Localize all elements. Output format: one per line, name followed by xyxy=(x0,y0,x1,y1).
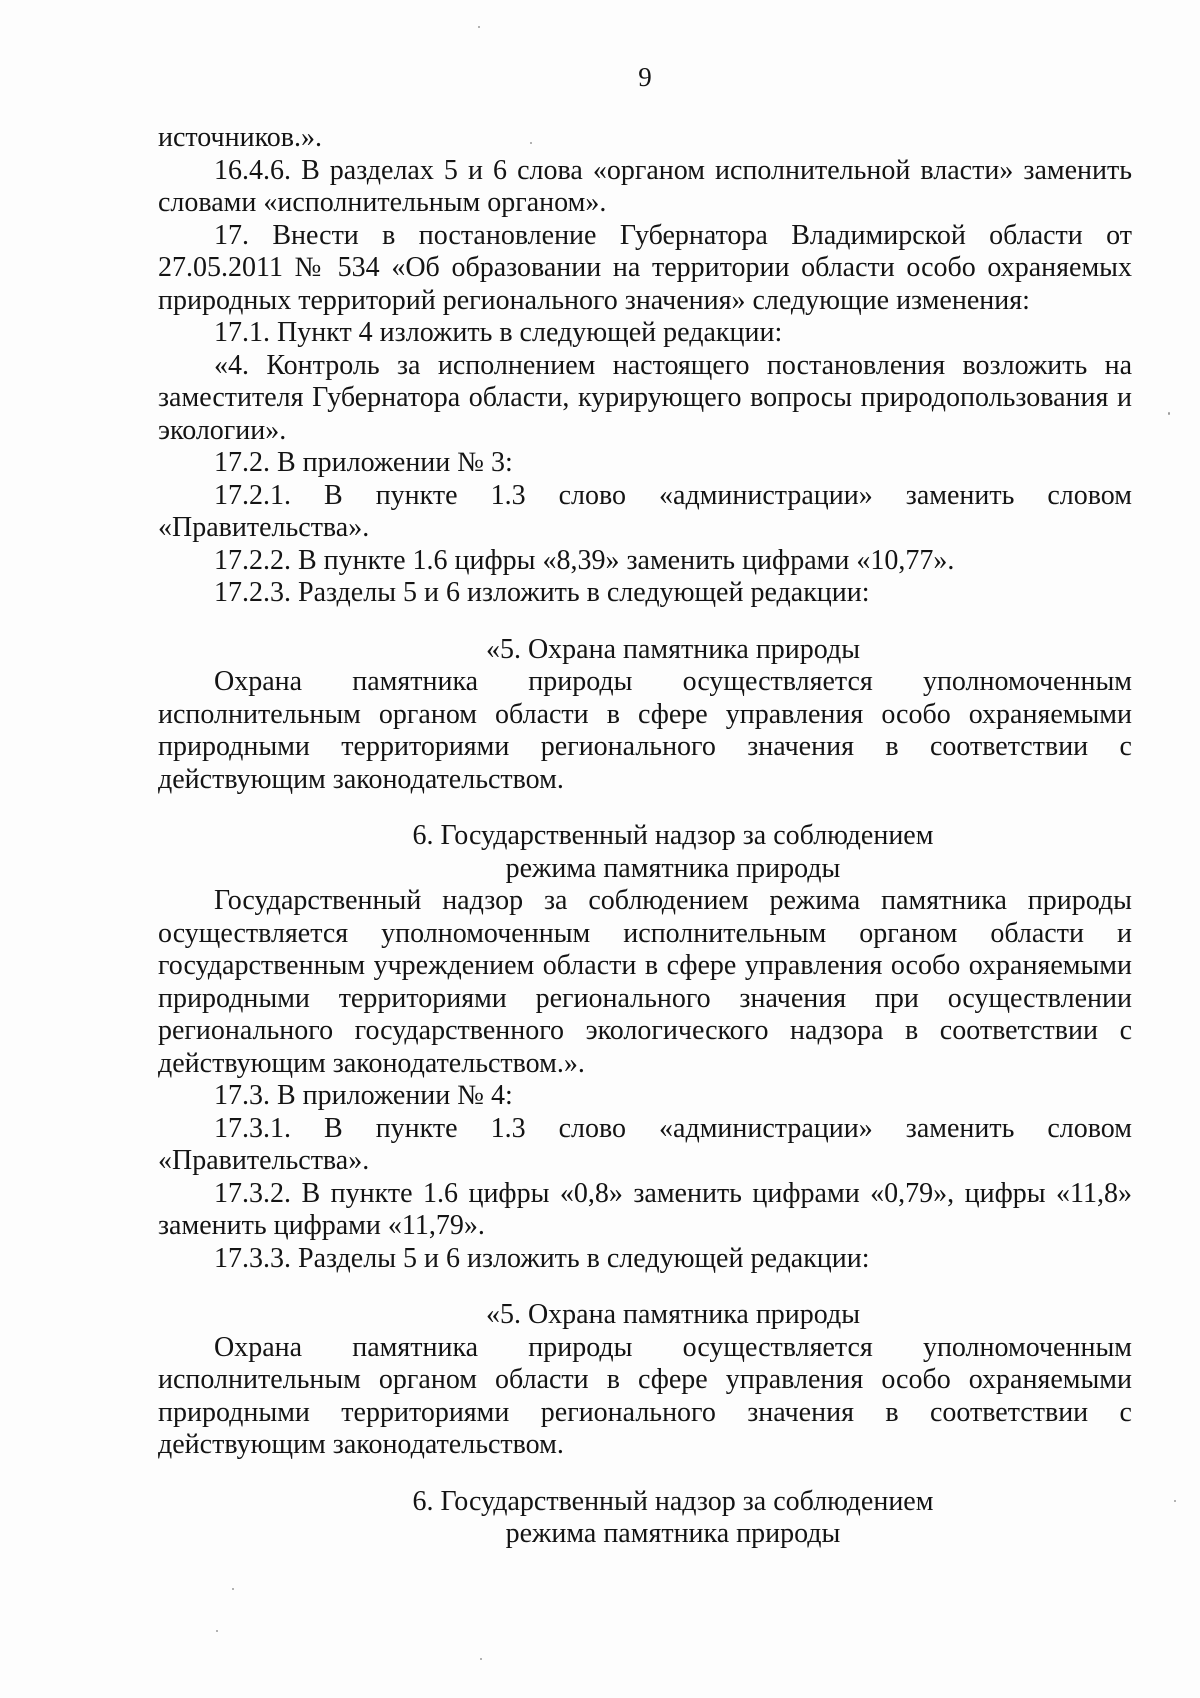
paragraph-17-2-1: 17.2.1. В пункте 1.3 слово «администрации» заменить словом «Правительства». xyxy=(158,479,1132,543)
section-5-text: Охрана памятника природы осуществляется уполномоченным исполнительным органом области в сфере управления особо охраняемыми природными территориями регионального значения в соответствии с действующим законодательством. xyxy=(158,666,1132,795)
scan-speck xyxy=(232,1588,234,1590)
paragraph-17-3: 17.3. В приложении № 4: xyxy=(214,1080,513,1111)
document-body xyxy=(158,122,1132,1551)
spacer xyxy=(158,610,1132,634)
paragraph-16-4-6: 16.4.6. В разделах 5 и 6 слова «органом исполнительной власти» заменить словами «исполнительным органом». xyxy=(158,154,1132,218)
section-6-heading-2-line-2: режима памятника природы xyxy=(505,1518,841,1549)
scan-speck xyxy=(530,142,532,144)
section-5-heading-2: «5. Охрана памятника природы xyxy=(485,1299,861,1330)
scan-speck xyxy=(478,26,480,28)
paragraph-17-2: 17.2. В приложении № 3: xyxy=(214,447,513,478)
paragraph-17-1: 17.1. Пункт 4 изложить в следующей редакции: xyxy=(214,317,783,348)
scan-speck xyxy=(216,1630,218,1632)
page-number: 9 xyxy=(638,62,652,92)
paragraph-17-3-1: 17.3.1. В пункте 1.3 слово «администрации» заменить словом «Правительства». xyxy=(158,1112,1132,1176)
spacer xyxy=(158,1275,1132,1299)
section-5-text-2: Охрана памятника природы осуществляется уполномоченным исполнительным органом области в сфере управления особо охраняемыми природными территориями регионального значения в соответствии с действующим законодательством. xyxy=(158,1331,1132,1460)
section-6-heading-2-line-1: 6. Государственный надзор за соблюдением xyxy=(412,1485,934,1517)
paragraph-17-2-3: 17.2.3. Разделы 5 и 6 изложить в следующей редакции: xyxy=(214,577,870,608)
spacer xyxy=(158,1462,1132,1486)
scan-speck xyxy=(1174,1500,1176,1502)
paragraph-17-1-quote: «4. Контроль за исполнением настоящего постановления возложить на заместителя Губернатора области, курирующего вопросы природопользования и экологии». xyxy=(158,349,1132,446)
section-6-heading-line-2: режима памятника природы xyxy=(505,852,841,884)
paragraph-continuation: источников.». xyxy=(158,122,323,153)
spacer xyxy=(158,796,1132,820)
paragraph-17: 17. Внести в постановление Губернатора Владимирской области от 27.05.2011 № 534 «Об образовании на территории области особо охраняемых природных территорий регионального значения» следующие изменения: xyxy=(158,219,1132,316)
scan-speck xyxy=(1168,412,1170,415)
section-6-text: Государственный надзор за соблюдением режима памятника природы осуществляется уполномоченным исполнительным органом области и государственным учреждением области в сфере управления особо охраняемыми природными территориями регионального значения при осуществлении регионального государственного экологического надзора в соответствии с действующим законодательством.». xyxy=(158,885,1132,1079)
paragraph-17-3-2: 17.3.2. В пункте 1.6 цифры «0,8» заменить цифрами «0,79», цифры «11,8» заменить цифрами «11,79». xyxy=(158,1177,1132,1241)
paragraph-17-2-2: 17.2.2. В пункте 1.6 цифры «8,39» заменить цифрами «10,77». xyxy=(214,544,955,576)
section-5-heading: «5. Охрана памятника природы xyxy=(485,633,861,665)
section-6-heading-line-1: 6. Государственный надзор за соблюдением xyxy=(412,820,934,851)
paragraph-17-3-3: 17.3.3. Разделы 5 и 6 изложить в следующей редакции: xyxy=(214,1242,870,1274)
scan-speck xyxy=(480,1658,482,1660)
